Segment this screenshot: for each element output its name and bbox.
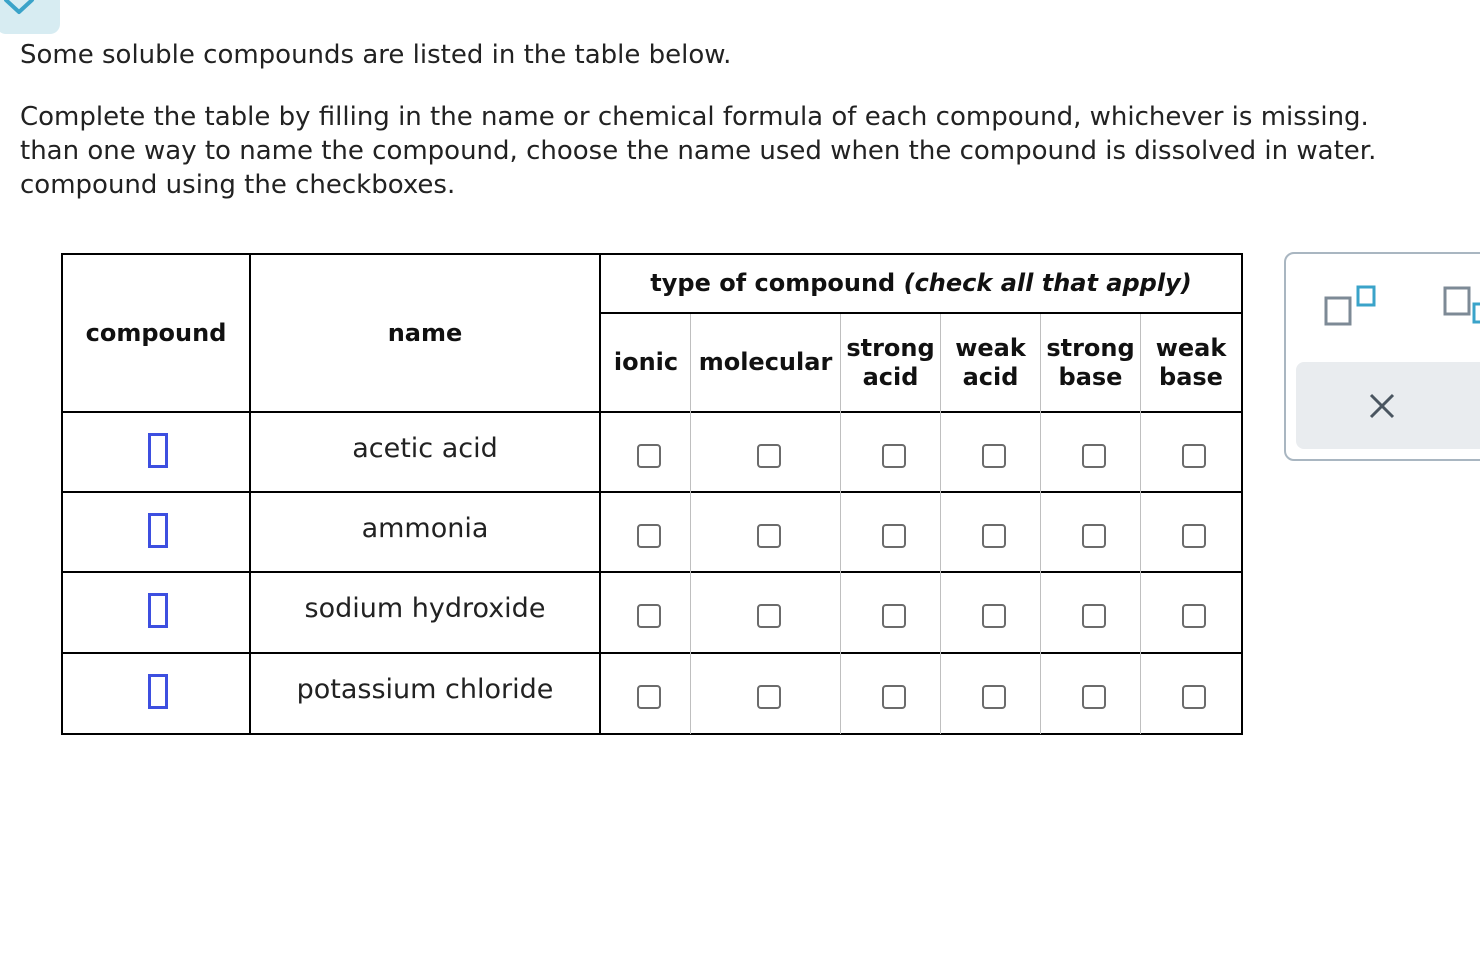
header-name: name [387, 318, 463, 347]
header-molecular [691, 314, 840, 411]
header-strong-base-line1: strong [1046, 333, 1135, 362]
checkbox-weak-acid[interactable] [982, 524, 1006, 548]
header-compound: compound [85, 318, 227, 347]
checkbox-strong-acid[interactable] [882, 524, 906, 548]
checkbox-strong-base[interactable] [1082, 444, 1106, 468]
instructions-text [20, 100, 1376, 202]
table-divider [61, 652, 1243, 654]
header-weak-acid [941, 314, 1040, 411]
header-weak-base [1141, 314, 1241, 411]
header-ionic-label: ionic [613, 348, 679, 376]
checkbox-ionic[interactable] [637, 685, 661, 709]
superscript-button[interactable] [1324, 284, 1380, 332]
header-strong-acid-line2: acid [862, 362, 919, 391]
checkbox-strong-base[interactable] [1082, 685, 1106, 709]
compound-formula-input[interactable] [148, 433, 168, 468]
table-divider [61, 411, 1243, 413]
collapse-tab[interactable] [0, 0, 60, 34]
header-strong-acid [841, 314, 940, 411]
header-weak-base-line2: base [1159, 362, 1223, 391]
compound-name: ammonia [361, 513, 489, 544]
checkbox-molecular[interactable] [757, 444, 781, 468]
header-ionic [602, 314, 690, 411]
compound-name: potassium chloride [296, 674, 554, 705]
instructions-line: Complete the table by filling in the name or chemical formula of each compound, whichever is missing. [20, 102, 1369, 132]
header-weak-acid-line2: acid [962, 362, 1019, 391]
checkbox-strong-acid[interactable] [882, 685, 906, 709]
checkbox-molecular[interactable] [757, 524, 781, 548]
header-type-of-compound [601, 255, 1241, 312]
compound-name: sodium hydroxide [304, 593, 546, 624]
intro-text: Some soluble compounds are listed in the table below. [20, 40, 732, 70]
checkbox-weak-base[interactable] [1182, 685, 1206, 709]
close-icon [1368, 392, 1396, 420]
checkbox-strong-acid[interactable] [882, 444, 906, 468]
header-type-label: type of compound [650, 269, 896, 297]
header-weak-base-line1: weak [1155, 333, 1227, 362]
instructions-line: than one way to name the compound, choose the name used when the compound is dissolved in water. [20, 136, 1377, 166]
header-weak-acid-line1: weak [955, 333, 1026, 362]
superscript-box-icon [1324, 284, 1380, 328]
checkbox-weak-base[interactable] [1182, 604, 1206, 628]
table-divider [599, 253, 601, 735]
checkbox-strong-acid[interactable] [882, 604, 906, 628]
header-molecular-label: molecular [698, 348, 833, 376]
header-strong-acid-line1: strong [846, 333, 935, 362]
header-strong-base-line2: base [1058, 362, 1123, 391]
subscript-button[interactable] [1443, 286, 1480, 334]
chevron-down-icon [2, 0, 36, 18]
compound-name: acetic acid [352, 433, 498, 464]
checkbox-molecular[interactable] [757, 604, 781, 628]
instructions-line: compound using the checkboxes. [20, 170, 456, 200]
clear-button[interactable] [1296, 362, 1480, 449]
header-type-note: (check all that apply) [903, 269, 1192, 297]
checkbox-weak-base[interactable] [1182, 444, 1206, 468]
checkbox-weak-acid[interactable] [982, 685, 1006, 709]
checkbox-ionic[interactable] [637, 524, 661, 548]
subscript-box-icon [1443, 286, 1480, 330]
compound-formula-input[interactable] [148, 674, 168, 709]
header-strong-base [1041, 314, 1140, 411]
checkbox-weak-base[interactable] [1182, 524, 1206, 548]
compound-formula-input[interactable] [148, 513, 168, 548]
compound-formula-input[interactable] [148, 593, 168, 628]
checkbox-weak-acid[interactable] [982, 604, 1006, 628]
checkbox-strong-base[interactable] [1082, 524, 1106, 548]
table-divider [61, 491, 1243, 493]
checkbox-weak-acid[interactable] [982, 444, 1006, 468]
checkbox-strong-base[interactable] [1082, 604, 1106, 628]
checkbox-ionic[interactable] [637, 604, 661, 628]
checkbox-ionic[interactable] [637, 444, 661, 468]
table-divider [61, 571, 1243, 573]
checkbox-molecular[interactable] [757, 685, 781, 709]
